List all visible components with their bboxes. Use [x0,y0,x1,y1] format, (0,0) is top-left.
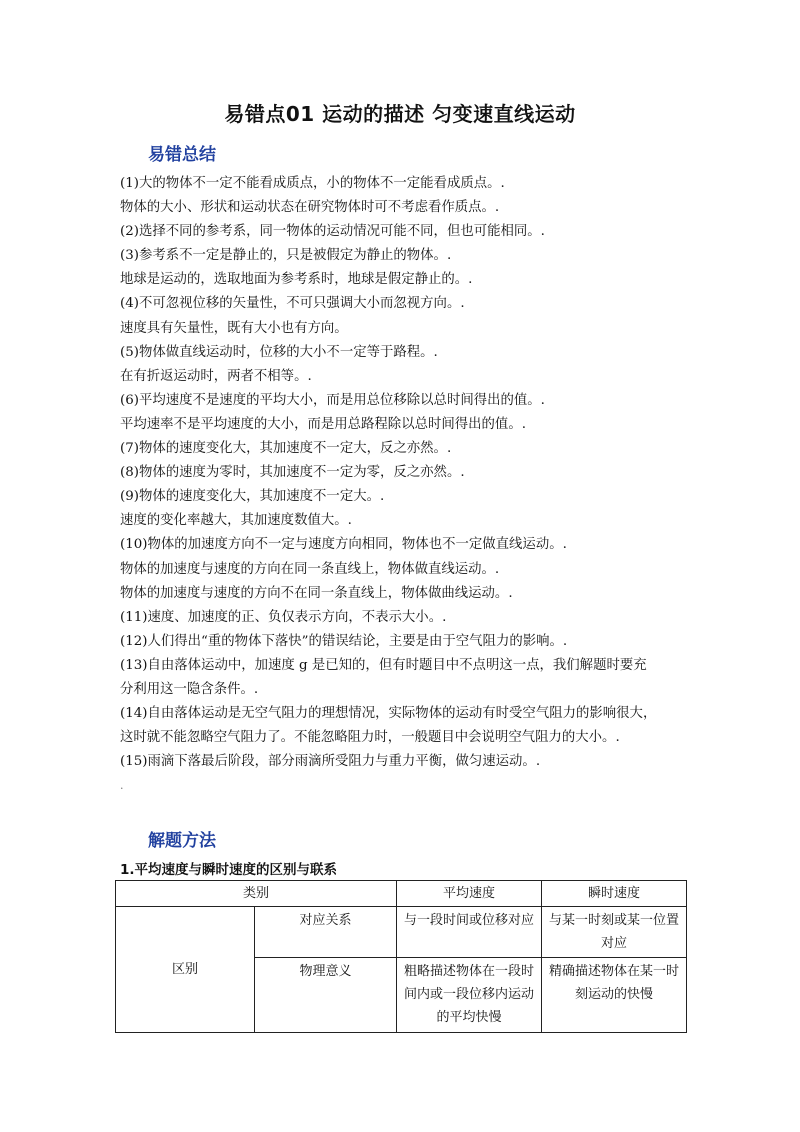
list-item: (15)雨滴下落最后阶段，部分雨滴所受阻力与重力平衡，做匀速运动。. [120,754,541,770]
list-item: (6)平均速度不是速度的平均大小，而是用总位移除以总时间得出的值。. [120,392,545,408]
list-item: (7)物体的速度变化大，其加速度不一定大，反之亦然。. [120,441,452,457]
list-item: 分利用这一隐含条件。. [120,681,259,697]
summary-list [120,172,700,798]
list-item: 速度的变化率越大，其加速度数值大。. [120,513,352,529]
list-item: (5)物体做直线运动时，位移的大小不一定等于路程。. [120,344,438,360]
list-item: (12)人们得出“重的物体下落快”的错误结论，主要是由于空气阻力的影响。. [120,633,568,649]
subheading: 1.平均速度与瞬时速度的区别与联系 [120,862,338,878]
list-item: (3)参考系不一定是静止的，只是被假定为静止的物体。. [120,248,452,264]
cell-average-correspondence: 与一段时间或位移对应 [397,907,542,958]
list-item: 物体的加速度与速度的方向不在同一条直线上，物体做曲线运动。. [120,585,513,601]
list-item: 物体的加速度与速度的方向在同一条直线上，物体做直线运动。. [120,561,500,577]
list-item: (14)自由落体运动是无空气阻力的理想情况，实际物体的运动有时受空气阻力的影响很大， [120,706,657,722]
header-instantaneous-velocity: 瞬时速度 [542,881,687,907]
list-item: (4)不可忽视位移的矢量性，不可只强调大小而忽视方向。. [120,296,465,312]
list-item: (8)物体的速度为零时，其加速度不一定为零，反之亦然。. [120,465,465,481]
list-item: (1)大的物体不一定不能看成质点，小的物体不一定能看成质点。. [120,176,505,191]
section-heading-methods-text: 解题方法 [148,831,216,851]
table-header-row [116,881,687,907]
cell-instantaneous-correspondence: 与某一时刻或某一位置对应 [542,907,687,958]
list-item: 物体的大小、形状和运动状态在研究物体时可不考虑看作质点。. [120,200,500,216]
list-item: (13)自由落体运动中，加速度 g 是已知的，但有时题目中不点明这一点，我们解题时要充 [120,657,647,673]
list-item: 平均速率不是平均速度的大小，而是用总路程除以总时间得出的值。. [120,416,526,432]
list-item: 地球是运动的，选取地面为参考系时，地球是假定静止的。. [120,272,473,288]
page-title: 易错点01 运动的描述 匀变速直线运动 [224,102,576,126]
cell-instantaneous-meaning: 精确描述物体在某一时刻运动的快慢 [542,958,687,1033]
list-item: 速度具有矢量性，既有大小也有方向。 [120,320,348,336]
list-item: 这时就不能忽略空气阻力了。不能忽略阻力时，一般题目中会说明空气阻力的大小。. [120,730,620,746]
section-heading-summary [148,140,216,165]
comparison-table [115,880,687,1033]
section-heading-summary-text: 易错总结 [148,145,216,165]
cell-average-meaning: 粗略描述物体在一段时间内或一段位移内运动的平均快慢 [397,958,542,1033]
list-item: (9)物体的速度变化大，其加速度不一定大。. [120,489,385,505]
row-label-physical-meaning: 物理意义 [255,958,397,1033]
table-row [116,907,687,958]
list-item: (10)物体的加速度方向不一定与速度方向相同，物体也不一定做直线运动。. [120,537,567,553]
header-category: 类别 [116,881,397,907]
row-label-correspondence: 对应关系 [255,907,397,958]
group-label: 区别 [116,907,255,1033]
section-heading-methods [148,826,216,851]
paragraph-mark: . [120,779,124,793]
header-average-velocity: 平均速度 [397,881,542,907]
list-item: (2)选择不同的参考系，同一物体的运动情况可能不同，但也可能相同。. [120,224,545,240]
list-item: (11)速度、加速度的正、负仅表示方向，不表示大小。. [120,609,447,625]
list-item: 在有折返运动时，两者不相等。. [120,368,312,384]
